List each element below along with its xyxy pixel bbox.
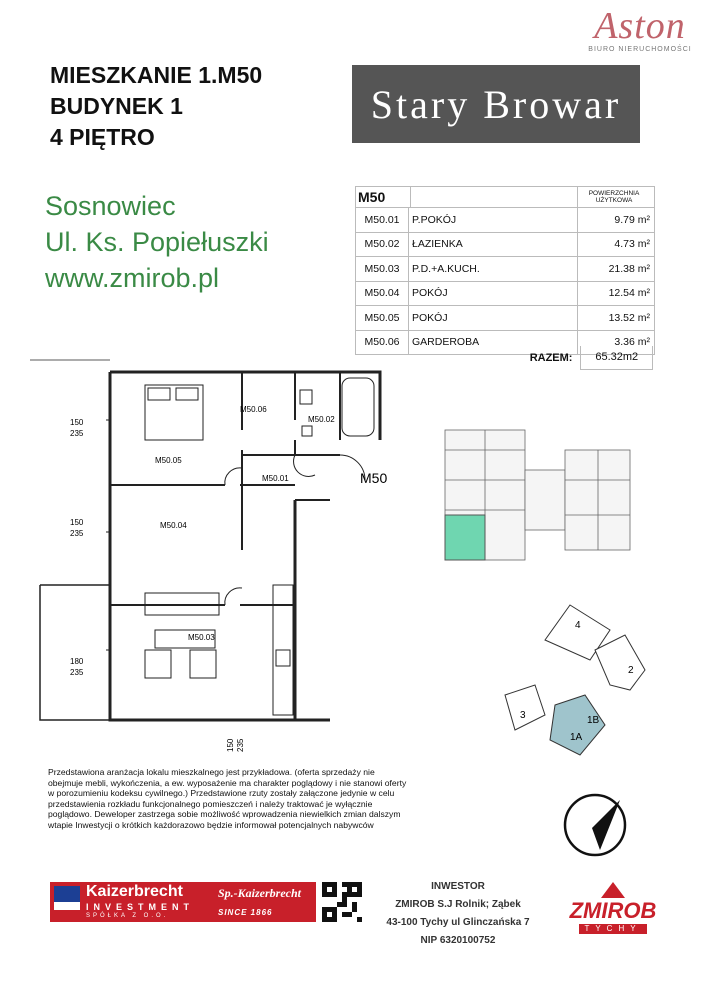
room-label: M50.03	[188, 633, 215, 642]
title-line: MIESZKANIE 1.M50	[50, 62, 263, 88]
table-row: M50.05 POKÓJ 13.52 m²	[356, 305, 654, 330]
qr-code-icon[interactable]	[322, 882, 362, 922]
table-total: RAZEM: 65.32m2	[355, 346, 653, 370]
stary-browar-logo: Stary Browar	[352, 65, 640, 143]
building-number: 2	[628, 665, 634, 676]
address-street: Ul. Ks. Popiełuszki	[45, 227, 269, 257]
floor-plan	[30, 350, 410, 755]
table-row: M50.04 POKÓJ 12.54 m²	[356, 281, 654, 306]
dim-label: 235	[70, 529, 84, 538]
site-map	[500, 600, 670, 770]
building-floor-overview	[430, 410, 640, 580]
dim-label: 235	[70, 668, 84, 677]
room-label: M50.06	[240, 405, 267, 414]
dim-label: 150	[226, 738, 235, 752]
dim-label: 235	[70, 429, 84, 438]
building-number: 1A	[570, 732, 583, 743]
dim-label: 235	[236, 738, 245, 752]
table-row: M50.02 ŁAZIENKA 4.73 m²	[356, 232, 654, 257]
flag-icon	[54, 886, 80, 918]
dim-label: 150	[70, 518, 84, 527]
table-row: M50.01 P.POKÓJ 9.79 m²	[356, 207, 654, 232]
building-number: 3	[520, 710, 526, 721]
room-label: M50.01	[262, 474, 289, 483]
room-label: M50.05	[155, 456, 182, 465]
kaizerbrecht-logo: Kaizerbrecht INVESTMENT SPÓŁKA Z O.O. Sp.-Kaizerbrecht SINCE 1866	[50, 882, 316, 922]
address-city: Sosnowiec	[45, 191, 176, 221]
disclaimer-text: Przedstawiona aranżacja lokalu mieszkalnego jest przykładowa. (oferta sprzedaży nie obejmuje mebli, wykończenia, a ew. wyposażenie ma charakter poglądowy i nie stanowi oferty w porozumieniu kodeksu cywilnego.) Przedstawione rzuty zostały załączone jedynie w celu przedstawienia rozkładu funkcjonalnego pomieszczeń i należy traktować je wyłącznie poglądowo. Deweloper zastrzega sobie możliwość wprowadzenia niewielkich zmian dalszym wtapie Inwestycji o krótkich każdorazowo będzie informował potencjalnych nabywców	[48, 767, 407, 830]
rooms-table	[355, 186, 655, 355]
room-label: M50.04	[160, 521, 187, 530]
table-row: M50.03 P.D.+A.KUCH. 21.38 m²	[356, 256, 654, 281]
unit-label: M50	[360, 470, 388, 486]
roof-icon	[601, 880, 625, 898]
investor-info: INWESTOR ZMIROB S.J Rolnik; Ząbek 43-100 Tychy ul Glinczańska 7 NIP 6320100752	[386, 881, 530, 946]
zmirob-logo: ZMIROB TYCHY	[563, 880, 663, 938]
dim-label: 150	[70, 418, 84, 427]
apartment-title	[50, 60, 262, 153]
compass-icon	[560, 790, 630, 860]
building-number: 4	[575, 620, 581, 631]
room-label: M50.02	[308, 415, 335, 424]
table-row: M50.06 GARDEROBA 3.36 m²	[356, 330, 654, 355]
title-line: BUDYNEK 1	[50, 93, 183, 119]
dim-label: 180	[70, 657, 84, 666]
aston-logo: Aston BIURO NIERUCHOMOŚCI	[588, 5, 692, 53]
building-number: 1B	[587, 715, 600, 726]
table-header: M50 POWIERZCHNIA UŻYTKOWA	[358, 189, 640, 205]
address-block	[45, 188, 269, 296]
website-link[interactable]: www.zmirob.pl	[45, 263, 220, 293]
title-line: 4 PIĘTRO	[50, 124, 155, 150]
highlighted-unit	[445, 515, 485, 560]
